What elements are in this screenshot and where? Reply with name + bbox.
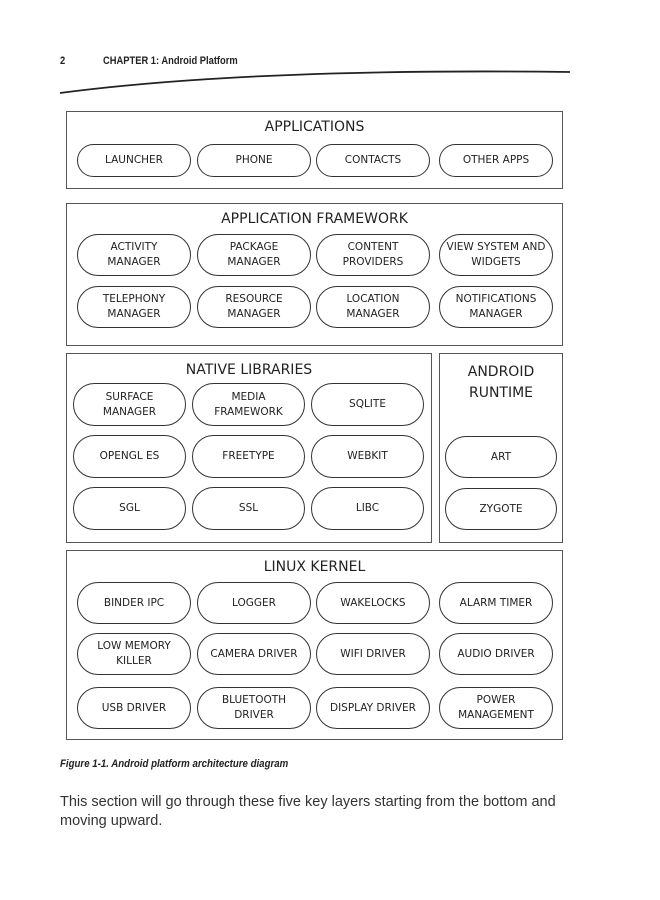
- component-contacts: CONTACTS: [316, 144, 430, 177]
- component-display-driver: DISPLAY DRIVER: [316, 687, 430, 729]
- component-launcher: LAUNCHER: [77, 144, 191, 177]
- layer-title: NATIVE LIBRARIES: [185, 362, 313, 378]
- body-paragraph: This section will go through these five key layers starting from the bottom and moving upward.: [60, 794, 556, 829]
- component-wakelocks: WAKELOCKS: [316, 582, 430, 624]
- component-webkit: WEBKIT: [311, 435, 424, 478]
- figure-caption: Figure 1-1. Android platform architecture diagram: [60, 758, 289, 770]
- chapter-header: CHAPTER 1: Android Platform: [103, 55, 238, 67]
- layer-title: APPLICATION FRAMEWORK: [221, 211, 408, 227]
- component-sqlite: SQLITE: [311, 383, 424, 426]
- component-binder-ipc: BINDER IPC: [77, 582, 191, 624]
- component-activity-manager: ACTIVITY MANAGER: [77, 234, 191, 276]
- component-location-manager: LOCATION MANAGER: [316, 286, 430, 328]
- component-camera-driver: CAMERA DRIVER: [197, 633, 311, 675]
- component-notifications-manager: NOTIFICATIONS MANAGER: [439, 286, 553, 328]
- layer-title: LINUX KERNEL: [263, 559, 366, 575]
- component-media-framework: MEDIA FRAMEWORK: [192, 383, 305, 426]
- component-wifi-driver: WIFI DRIVER: [316, 633, 430, 675]
- component-logger: LOGGER: [197, 582, 311, 624]
- component-low-memory-killer: LOW MEMORY KILLER: [77, 633, 191, 675]
- layer-title: APPLICATIONS: [264, 119, 365, 135]
- component-alarm-timer: ALARM TIMER: [439, 582, 553, 624]
- component-freetype: FREETYPE: [192, 435, 305, 478]
- component-power-management: POWER MANAGEMENT: [439, 687, 553, 729]
- header-rule: [0, 0, 660, 110]
- component-sgl: SGL: [73, 487, 186, 530]
- component-view-system-and-widgets: VIEW SYSTEM AND WIDGETS: [439, 234, 553, 276]
- component-content-providers: CONTENT PROVIDERS: [316, 234, 430, 276]
- component-usb-driver: USB DRIVER: [77, 687, 191, 729]
- component-libc: LIBC: [311, 487, 424, 530]
- layer-title: ANDROID RUNTIME: [467, 364, 535, 401]
- component-ssl: SSL: [192, 487, 305, 530]
- component-art: ART: [445, 436, 557, 478]
- component-package-manager: PACKAGE MANAGER: [197, 234, 311, 276]
- component-phone: PHONE: [197, 144, 311, 177]
- component-opengl-es: OPENGL ES: [73, 435, 186, 478]
- component-audio-driver: AUDIO DRIVER: [439, 633, 553, 675]
- component-bluetooth-driver: BLUETOOTH DRIVER: [197, 687, 311, 729]
- component-zygote: ZYGOTE: [445, 488, 557, 530]
- page-number: 2: [60, 55, 66, 67]
- component-resource-manager: RESOURCE MANAGER: [197, 286, 311, 328]
- component-telephony-manager: TELEPHONY MANAGER: [77, 286, 191, 328]
- component-surface-manager: SURFACE MANAGER: [73, 383, 186, 426]
- component-other-apps: OTHER APPS: [439, 144, 553, 177]
